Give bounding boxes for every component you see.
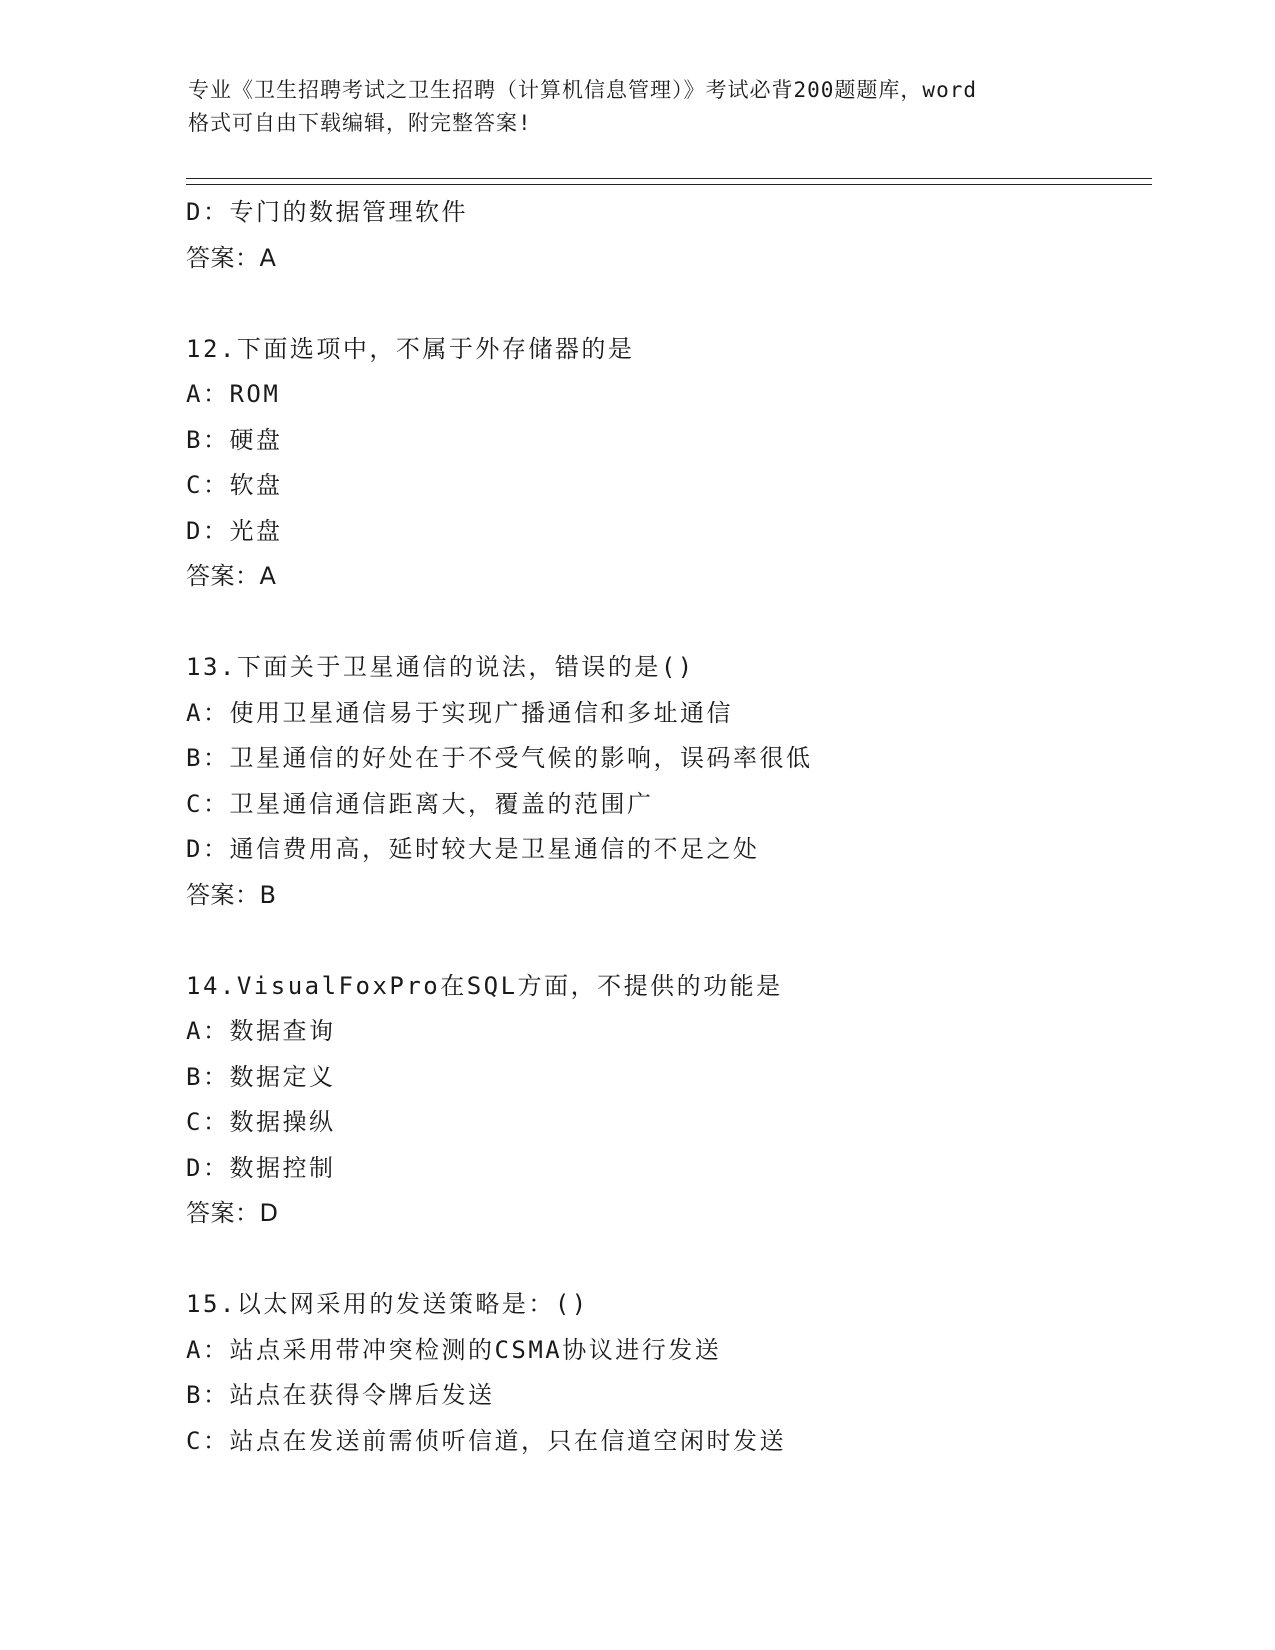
answer-line: 答案：D [186, 1199, 279, 1227]
option-d: D：光盘 [186, 516, 283, 545]
header-line-2: 格式可自由下载编辑，附完整答案! [188, 111, 532, 135]
question-block-12 [186, 327, 1166, 600]
option-a: A：站点采用带冲突检测的CSMA协议进行发送 [186, 1335, 722, 1364]
option-d: D：数据控制 [186, 1153, 336, 1182]
option-c: C：站点在发送前需侦听信道，只在信道空闲时发送 [186, 1426, 786, 1455]
question-block-14 [186, 964, 1166, 1237]
option-b: B：卫星通信的好处在于不受气候的影响，误码率很低 [186, 744, 813, 772]
question-text: 14.VisualFoxPro在SQL方面，不提供的功能是 [186, 971, 783, 1000]
option-a: A：ROM [186, 380, 281, 408]
spacer [186, 600, 1166, 646]
option-a: A：数据查询 [186, 1017, 336, 1045]
question-text: 15.以太网采用的发送策略是：() [186, 1290, 589, 1318]
option-b: B：数据定义 [186, 1062, 336, 1091]
question-text: 13.下面关于卫星通信的说法，错误的是() [186, 653, 695, 681]
header-line-1: 专业《卫生招聘考试之卫生招聘（计算机信息管理）》考试必背200题题库，word [188, 78, 977, 102]
answer-line: 答案：B [186, 880, 277, 909]
option-b: B：站点在获得令牌后发送 [186, 1381, 495, 1409]
answer-line: 答案：A [186, 562, 277, 590]
question-block-15 [186, 1282, 1166, 1464]
spacer [186, 1237, 1166, 1283]
option-c: C：卫星通信通信距离大，覆盖的范围广 [186, 789, 654, 818]
option-c: C：软盘 [186, 471, 283, 499]
question-block-11-tail [186, 190, 1166, 281]
option-b: B：硬盘 [186, 425, 283, 454]
document-header [188, 74, 1088, 140]
spacer [186, 918, 1166, 964]
option-d: D：专门的数据管理软件 [186, 198, 468, 226]
option-d: D：通信费用高，延时较大是卫星通信的不足之处 [186, 835, 760, 863]
answer-line: 答案：A [186, 243, 277, 272]
header-divider [186, 178, 1152, 185]
option-c: C：数据操纵 [186, 1108, 336, 1136]
spacer [186, 281, 1166, 327]
document-body [186, 190, 1166, 1464]
question-block-13 [186, 645, 1166, 918]
option-a: A：使用卫星通信易于实现广播通信和多址通信 [186, 698, 733, 727]
question-text: 12.下面选项中，不属于外存储器的是 [186, 334, 635, 363]
